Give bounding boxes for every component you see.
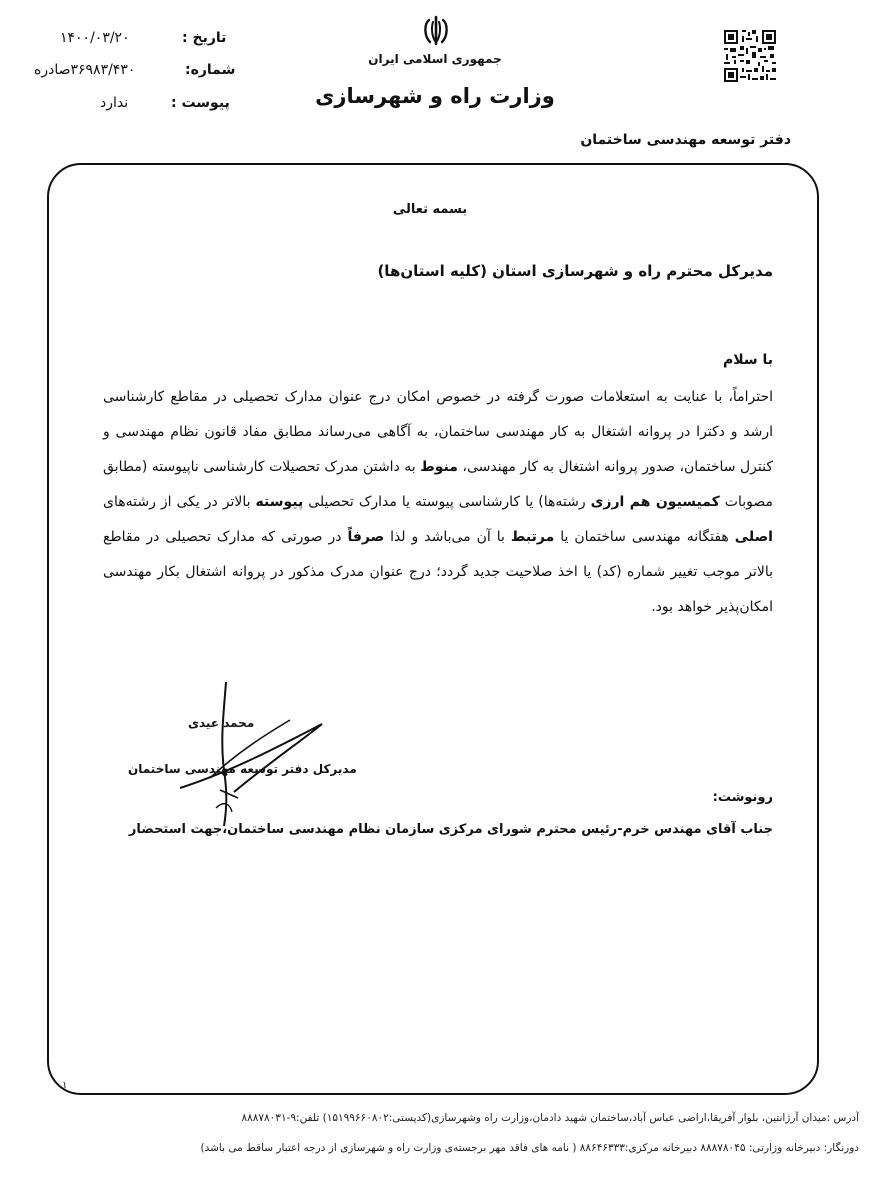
body-bold-text: صرفاً: [347, 529, 385, 545]
cc-recipient: جناب آقای مهندس خرم-رئیس محترم شورای مرکزی سازمان نظام مهندسی ساختمان،جهت استحضار: [128, 822, 773, 837]
body-bold-text: پیوسته: [255, 494, 304, 510]
number-label: شماره:: [185, 62, 236, 78]
bismillah: بسمه تعالی: [392, 202, 468, 217]
attachment-label: پیوست :: [171, 95, 230, 111]
number-value: ۳۶۹۸۳/۴۳۰صادره: [34, 62, 136, 78]
cc-label: رونوشت:: [712, 790, 773, 805]
date-value: ۱۴۰۰/۰۳/۲۰: [60, 30, 130, 46]
body-text: احتراماً، با عنایت به استعلامات صورت گرفته در خصوص امکان درج عنوان مدارک تحصیلی در مقاطع کارشناسی ارشد و دکترا در پروانه اشتغال به کار مهندسی ساختمان، به آگاهی می‌رساند مطابق مفاد قانون نظام مهندسی و کنترل ساختمان، صدور پروانه اشتغال به کار مهندسی،: [103, 389, 773, 475]
body-text: در صورتی که مدارک تحصیلی در مقاطع بالاتر موجب تغییر شماره (کد) یا اخذ صلاحیت جدید گردد؛ درج عنوان مدرک مذکور در پروانه اشتغال بکار مهندسی امکان‌پذیر خواهد بود.: [103, 529, 773, 615]
government-name: جمهوری اسلامی ایران: [368, 52, 502, 66]
office-name: دفتر توسعه مهندسی ساختمان: [580, 132, 791, 148]
letter-frame: [47, 163, 819, 1095]
iran-emblem-icon: [419, 14, 453, 48]
letter-body: [103, 380, 773, 625]
footer-fax: دورنگار: دبیرخانه وزارتی: ۸۸۸۷۸۰۴۵ دبیرخانه مرکزی:۸۸۶۴۶۳۳۳ ( نامه های فاقد مهر برجسته‌ی وزارت راه و شهرسازی از درجه اعتبار ساقط می باشد): [200, 1142, 859, 1154]
footer-address: آدرس :میدان آرژانتین، بلوار آفریقا،اراضی عباس آباد،ساختمان شهید دادمان،وزارت راه وشهرسازی(کدپستی:۱۵۱۹۹۶۶۰۸۰۲) تلفن:۹-۸۸۸۷۸۰۳۱: [241, 1112, 859, 1124]
qr-code-icon: [722, 28, 778, 84]
body-text: با آن می‌باشد و لذا: [384, 529, 511, 545]
recipient-line: مدیرکل محترم راه و شهرسازی استان (کلیه استان‌ها): [377, 262, 773, 280]
body-bold-text: مرتبط: [510, 529, 555, 545]
salutation: با سلام: [722, 352, 773, 368]
signer-name: محمد عیدی: [188, 716, 255, 730]
body-bold-text: اصلی: [734, 529, 773, 545]
body-bold-text: کمیسیون هم ارزی: [590, 494, 720, 510]
attachment-value: ندارد: [100, 95, 129, 111]
date-label: تاریخ :: [182, 30, 227, 46]
ministry-title: وزارت راه و شهرسازی: [315, 84, 555, 108]
body-text: بالاتر در یکی از رشته‌های: [103, 494, 256, 510]
body-text: رشته‌ها) یا کارشناسی پیوسته یا مدارک تحصیلی: [303, 494, 591, 510]
body-text: هفتگانه مهندسی ساختمان یا: [554, 529, 735, 545]
page-number: ۱: [62, 1080, 68, 1091]
body-text: به داشتن مدرک تحصیلات کارشناسی ناپیوسته (مطابق مصوبات: [103, 459, 773, 510]
body-bold-text: منوط: [420, 459, 458, 475]
signer-title: مدیرکل دفتر توسعه مهندسی ساختمان: [128, 762, 357, 776]
handwritten-signature: [120, 680, 420, 830]
